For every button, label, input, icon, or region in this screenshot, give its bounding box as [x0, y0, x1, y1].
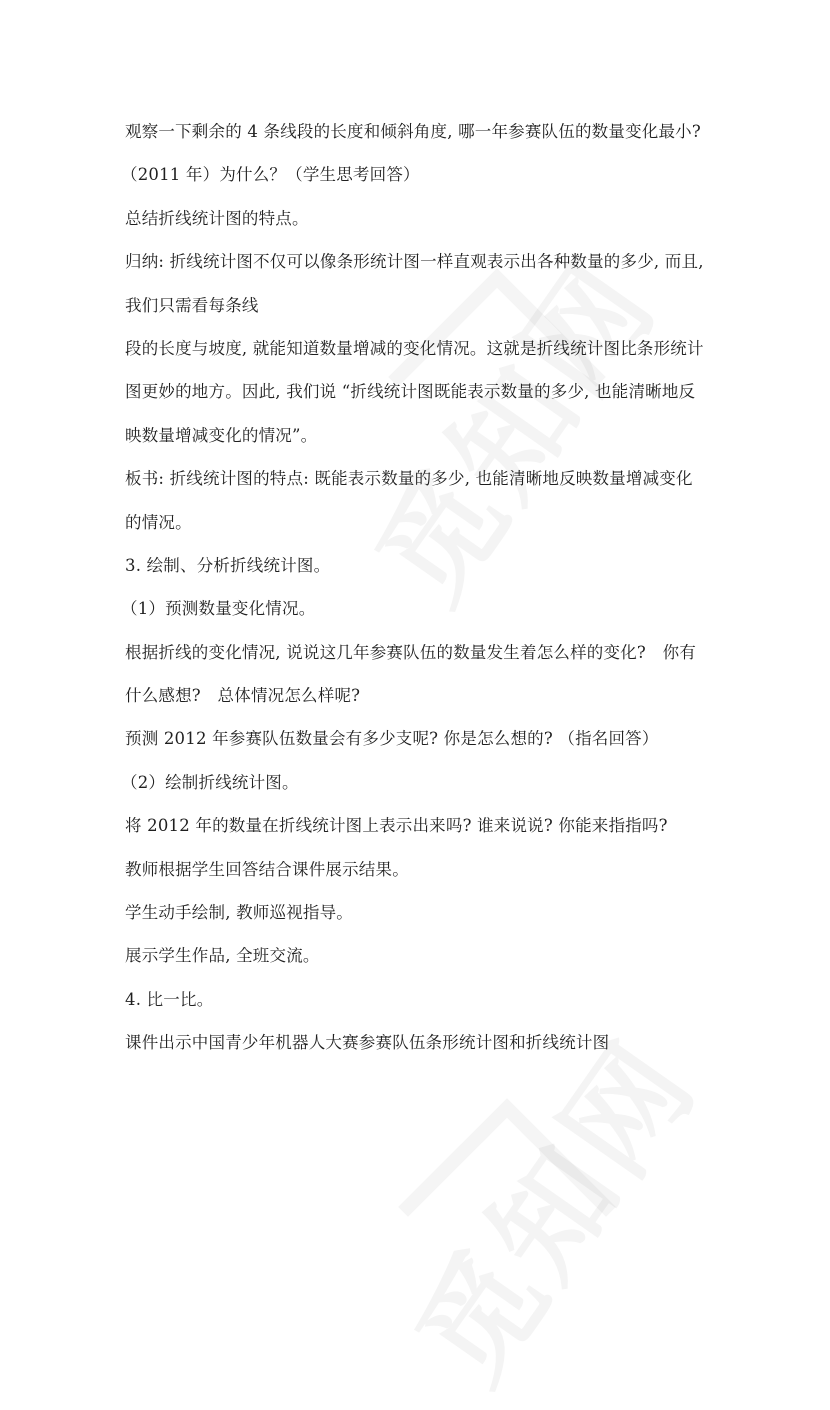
paragraph-share-work: 展示学生作品, 全班交流。 — [125, 946, 320, 966]
paragraph-board-notes-end: 的情况。 — [125, 512, 192, 532]
paragraph-conclusion-cont: 我们只需看每条线 — [125, 295, 259, 315]
paragraph-slope-cont: 图更妙的地方。因此, 我们说 “折线统计图既能表示数量的多少, 也能清晰地反 — [125, 382, 696, 402]
watermark-frame — [398, 1098, 616, 1316]
paragraph-plot-2012: 将 2012 年的数量在折线统计图上表示出来吗? 谁来说说? 你能来指指吗? — [125, 816, 668, 836]
paragraph-teacher-show: 教师根据学生回答结合课件展示结果。 — [125, 859, 409, 879]
section-heading-4: 4. 比一比。 — [125, 989, 214, 1009]
document-body — [121, 110, 715, 1065]
paragraph-trend-question: 根据折线的变化情况, 说说这几年参赛队伍的数量发生着怎么样的变化? 你有 — [125, 642, 697, 662]
paragraph-trend-question-end: 什么感想? 总体情况怎么样呢? — [125, 686, 361, 706]
paragraph-summarize: 总结折线统计图的特点。 — [125, 208, 309, 228]
paragraph-answer-2011: （2011 年）为什么？（学生思考回答） — [121, 165, 420, 185]
paragraph-observe-segments: 观察一下剩余的 4 条线段的长度和倾斜角度, 哪一年参赛队伍的数量变化最小? — [125, 122, 701, 141]
paragraph-predict-2012: 预测 2012 年参赛队伍数量会有多少支呢? 你是怎么想的? （指名回答） — [125, 729, 659, 749]
paragraph-conclusion: 归纳: 折线统计图不仅可以像条形统计图一样直观表示出各种数量的多少, 而且, — [125, 252, 704, 272]
paragraph-courseware: 课件出示中国青少年机器人大赛参赛队伍条形统计图和折线统计图 — [125, 1033, 610, 1053]
subsection-heading-2: （2）绘制折线统计图。 — [121, 772, 299, 792]
paragraph-slope: 段的长度与坡度, 就能知道数量增减的变化情况。这就是折线统计图比条形统计 — [125, 338, 704, 358]
paragraph-students-draw: 学生动手绘制, 教师巡视指导。 — [125, 903, 353, 923]
section-heading-3: 3. 绘制、分析折线统计图。 — [125, 555, 331, 575]
subsection-heading-1: （1）预测数量变化情况。 — [121, 599, 316, 619]
paragraph-slope-end: 映数量增减变化的情况”。 — [125, 425, 318, 445]
paragraph-board-notes: 板书: 折线统计图的特点: 既能表示数量的多少, 也能清晰地反映数量增减变化 — [125, 469, 693, 489]
